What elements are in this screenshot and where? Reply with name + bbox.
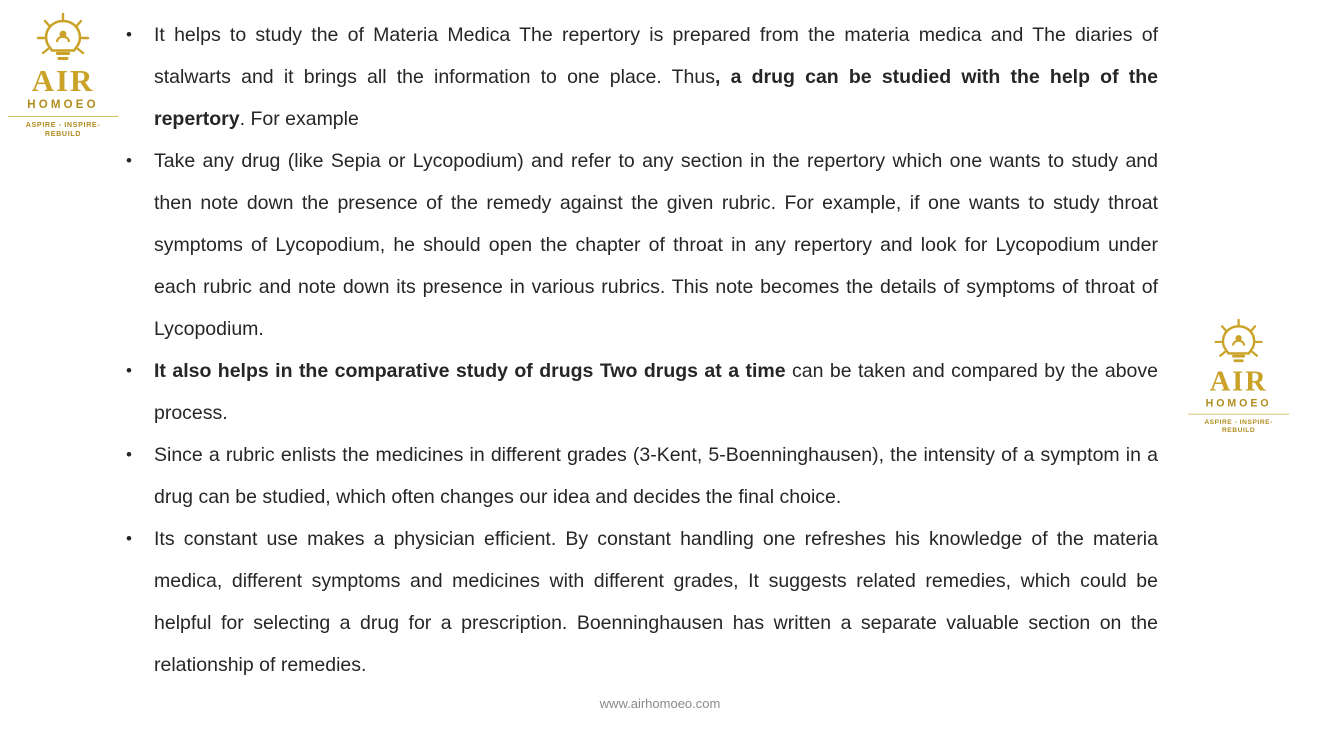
brand-name: AIR (31, 63, 95, 98)
list-item (118, 434, 1158, 518)
brand-tagline: ASPIRE - INSPIRE- REBUILD (8, 116, 118, 138)
brand-logo-top-left (8, 12, 118, 138)
brand-subtitle: HOMOEO (27, 99, 99, 111)
bullet-text: It also helps in the comparative study of drugs Two drugs at a time can be taken and compared by the above process. (154, 360, 1158, 424)
lightbulb-icon (1188, 318, 1289, 366)
list-item (118, 350, 1158, 434)
bullet-text: Take any drug (like Sepia or Lycopodium) and refer to any section in the repertory which one wants to study and then note down the presence of the remedy against the given rubric. For example, if one wants to study throat symptoms of Lycopodium, he should open the chapter of throat in any repertory and look for Lycopodium under each rubric and note down its presence in various rubrics. This note becomes the details of symptoms of throat of Lycopodium. (154, 150, 1158, 340)
brand-name: AIR (1209, 364, 1268, 398)
list-item (118, 140, 1158, 350)
list-item (118, 14, 1158, 140)
bullet-text: Its constant use makes a physician efficient. By constant handling one refreshes his knowledge of the materia medica, different symptoms and medicines with different grades, It suggests related remedies, which could be helpful for selecting a drug for a prescription. Boenninghausen has written a separate valuable section on the relationship of remedies. (154, 528, 1158, 676)
brand-logo-right (1188, 318, 1289, 434)
bullet-list (118, 14, 1158, 686)
footer-url: www.airhomoeo.com (599, 696, 721, 711)
brand-tagline: ASPIRE - INSPIRE- REBUILD (1188, 414, 1289, 434)
bullet-text: Since a rubric enlists the medicines in different grades (3-Kent, 5-Boenninghausen), the intensity of a symptom in a drug can be studied, which often changes our idea and decides the final choice. (154, 444, 1158, 508)
bullet-text: It helps to study the of Materia Medica The repertory is prepared from the materia medica and The diaries of stalwarts and it brings all the information to one place. Thus, a drug can be studied with the help of the repertory. For example (154, 24, 1159, 130)
slide-body (118, 14, 1158, 686)
brand-subtitle: HOMOEO (1205, 398, 1272, 410)
lightbulb-icon (8, 12, 118, 64)
list-item (118, 518, 1158, 686)
